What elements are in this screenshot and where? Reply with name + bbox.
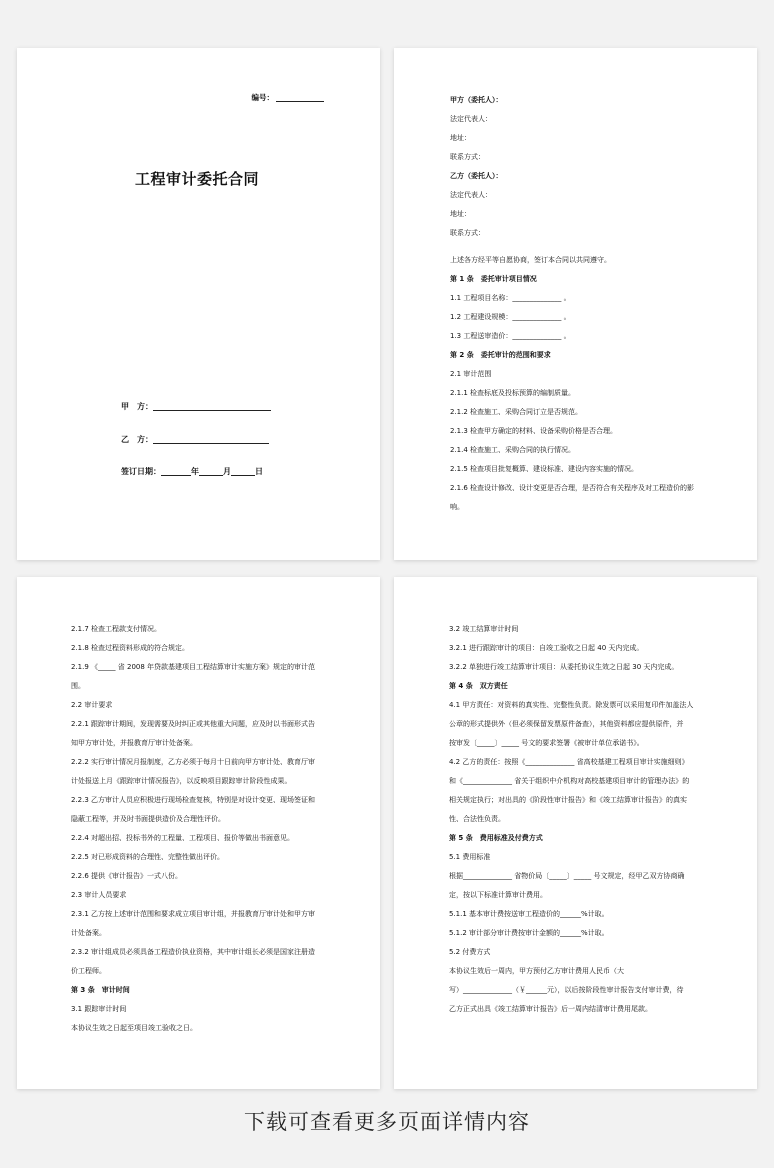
paragraph-line: 计处备案。 — [71, 929, 106, 937]
year-label: 年 — [191, 467, 199, 476]
paragraph-line: 价工程师。 — [71, 967, 106, 975]
sign-date — [121, 466, 263, 477]
paragraph-line: 2.1.4 检查施工、采购合同的执行情况。 — [450, 446, 576, 454]
paragraph-line: 2.1.7 检查工程款支付情况。 — [71, 625, 162, 633]
paragraph-line: 2.1 审计范围 — [450, 370, 492, 378]
paragraph-line: 响。 — [450, 503, 464, 511]
paragraph-line: 2.3 审计人员要求 — [71, 891, 127, 899]
paragraph-line: 2.2.6 提供《审计报告》一式八份。 — [71, 872, 183, 880]
paragraph-line: 和《______________ 省关于组织中介机构对高校基建项目审计的管理办法》的 — [449, 777, 690, 785]
paragraph-line: 法定代表人： — [450, 191, 492, 199]
paragraph-line: 3.2.2 单独进行竣工结算审计项目：从委托协议生效之日起 30 天内完成。 — [449, 663, 679, 671]
month-label: 月 — [223, 467, 231, 476]
paragraph-line: 写）______________（￥______元），以后按阶段性审计报告支付审计费，待 — [449, 986, 684, 994]
party-a-label: 甲 方： — [121, 402, 153, 411]
paragraph-line: 2.1.9 《_____ 省 2008 年贷款基建项目工程结算审计实施方案》规定的审计范 — [71, 663, 316, 671]
paragraph-line: 2.1.8 检查过程资料形成的符合规定。 — [71, 644, 190, 652]
paragraph-line: 本协议生效之日起至项目竣工验收之日。 — [71, 1024, 197, 1032]
paragraph-line: 联系方式： — [450, 153, 485, 161]
download-caption[interactable]: 下载可查看更多页面详情内容 — [244, 1110, 530, 1134]
section-heading: 第 1 条 委托审计项目情况 — [450, 275, 537, 283]
paragraph-line: 2.3.1 乙方按上述审计范围和要求成立项目审计组，并报教育厅审计处和甲方审 — [71, 910, 316, 918]
document-page-4 — [394, 577, 757, 1089]
paragraph-line: 5.1.1 基本审计费按送审工程造价的______%计取。 — [449, 910, 609, 918]
paragraph-line: 5.1.2 审计部分审计费按审计金额的______%计取。 — [449, 929, 609, 937]
document-page-cover — [17, 48, 380, 560]
sign-date-label: 签订日期： — [121, 467, 161, 476]
paragraph-line: 法定代表人： — [450, 115, 492, 123]
paragraph-line: 4.2 乙方的责任：按照《______________ 省高校基建工程项目审计实施细则》 — [449, 758, 689, 766]
paragraph-line: 3.1 跟踪审计时间 — [71, 1005, 127, 1013]
day-blank — [231, 475, 255, 476]
contract-number-label: 编号： — [251, 93, 274, 102]
paragraph-line: 按审发〔_____〕_____ 号文的要求签署《被审计单位承诺书》。 — [449, 739, 644, 747]
paragraph-line: 1.3 工程送审造价：______________ 。 — [450, 332, 571, 340]
paragraph-line: 2.1.5 检查项目批复概算、建设标准、建设内容实施的情况。 — [450, 465, 639, 473]
paragraph-line: 3.2 竣工结算审计时间 — [449, 625, 519, 633]
paragraph-line: 上述各方经平等自愿协商，签订本合同以共同遵守。 — [450, 256, 611, 264]
year-blank — [161, 475, 191, 476]
paragraph-line: 2.2.2 实行审计情况月报制度，乙方必须于每月十日前向甲方审计处、教育厅审 — [71, 758, 316, 766]
paragraph-line: 1.2 工程建设规模：______________ 。 — [450, 313, 571, 321]
section-heading: 第 4 条 双方责任 — [449, 682, 508, 690]
paragraph-line: 本协议生效后一周内，甲方预付乙方审计费用人民币（大 — [449, 967, 624, 975]
document-title: 工程审计委托合同 — [135, 170, 260, 188]
paragraph-line: 知甲方审计处，并报教育厅审计处备案。 — [71, 739, 197, 747]
paragraph-line: 性、合法性负责。 — [449, 815, 505, 823]
paragraph-line: 5.1 费用标准 — [449, 853, 491, 861]
paragraph-line: 2.2.3 乙方审计人员应积极进行现场检查复核，特别是对设计变更、现场签证和 — [71, 796, 316, 804]
paragraph-line: 2.1.6 检查设计修改、设计变更是否合理，是否符合有关程序及对工程造价的影 — [450, 484, 695, 492]
paragraph-line: 4.1 甲方责任：对资料的真实性、完整性负责。除发票可以采用复印件加盖法人 — [449, 701, 694, 709]
paragraph-line: 2.3.2 审计组成员必须具备工程造价执业资格，其中审计组长必须是国家注册造 — [71, 948, 316, 956]
document-page-2 — [394, 48, 757, 560]
section-heading: 第 5 条 费用标准及付费方式 — [449, 834, 543, 842]
paragraph-line: 隐蔽工程等，并及时书面提供造价及合理性评价。 — [71, 815, 225, 823]
document-page-3 — [17, 577, 380, 1089]
contract-number — [252, 92, 325, 103]
paragraph-line: 定，按以下标准计算审计费用。 — [449, 891, 547, 899]
paragraph-line: 相关规定执行；对出具的《阶段性审计报告》和《竣工结算审计报告》的真实 — [449, 796, 687, 804]
paragraph-line: 计处报送上月《跟踪审计情况报告》，以反映项目跟踪审计阶段性成果。 — [71, 777, 292, 785]
paragraph-line: 3.2.1 进行跟踪审计的项目：自竣工验收之日起 40 天内完成。 — [449, 644, 644, 652]
contract-number-blank — [276, 101, 324, 102]
paragraph-line: 1.1 工程项目名称：______________ 。 — [450, 294, 571, 302]
party-b-signature — [121, 434, 269, 445]
party-a-signature — [121, 401, 271, 412]
paragraph-line: 联系方式： — [450, 229, 485, 237]
paragraph-line: 2.2.4 对超出招、投标书外的工程量、工程项目、报价等做出书面意见。 — [71, 834, 295, 842]
day-label: 日 — [255, 467, 263, 476]
paragraph-line: 根据______________ 省物价局〔_____〕_____ 号文规定，经甲乙双方协商确 — [449, 872, 685, 880]
paragraph-line: 围。 — [71, 682, 85, 690]
party-b-blank — [153, 443, 269, 444]
section-heading: 第 2 条 委托审计的范围和要求 — [450, 351, 551, 359]
paragraph-line: 2.1.1 检查标底及投标预算的编制质量。 — [450, 389, 576, 397]
party-b-label: 乙 方： — [121, 435, 153, 444]
paragraph-line: 地址： — [450, 134, 471, 142]
paragraph-line: 2.2.5 对已形成资料的合理性、完整性做出评价。 — [71, 853, 225, 861]
month-blank — [199, 475, 223, 476]
section-heading: 乙方（委托人）： — [450, 172, 503, 180]
paragraph-line: 公章的形式提供外（但必须保留发票原件备查），其他资料都应提供原件，并 — [449, 720, 684, 728]
paragraph-line: 乙方正式出具《竣工结算审计报告》后一周内结清审计费用尾款。 — [449, 1005, 652, 1013]
section-heading: 第 3 条 审计时间 — [71, 986, 130, 994]
paragraph-line: 2.1.2 检查施工、采购合同订立是否规范。 — [450, 408, 583, 416]
paragraph-line: 2.2.1 跟踪审计期间，发现需要及时纠正或其他重大问题，应及时以书面形式告 — [71, 720, 316, 728]
section-heading: 甲方（委托人）： — [450, 96, 503, 104]
party-a-blank — [153, 410, 271, 411]
paragraph-line: 2.1.3 检查甲方确定的材料、设备采购价格是否合理。 — [450, 427, 618, 435]
paragraph-line: 2.2 审计要求 — [71, 701, 113, 709]
paragraph-line: 5.2 付费方式 — [449, 948, 491, 956]
paragraph-line: 地址： — [450, 210, 471, 218]
